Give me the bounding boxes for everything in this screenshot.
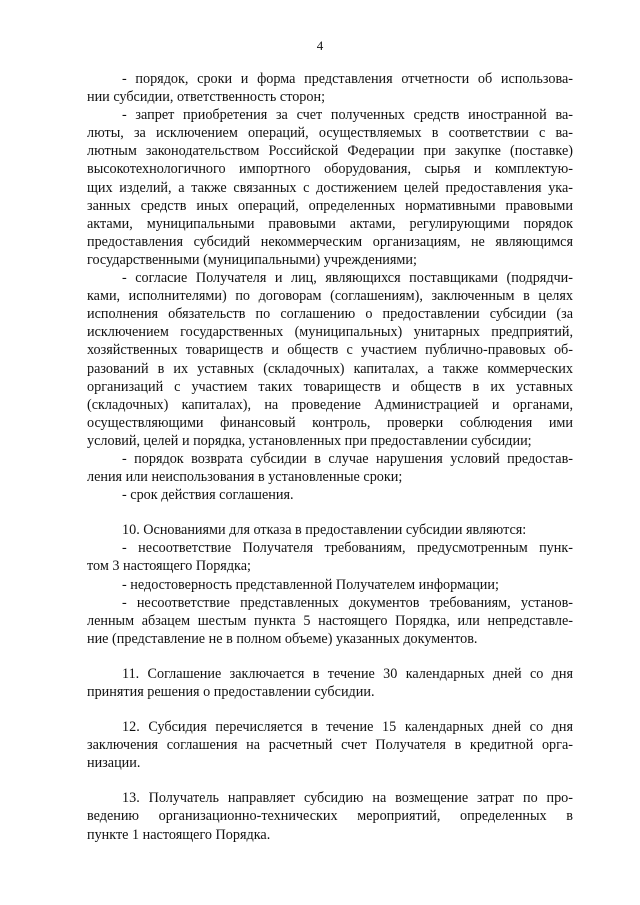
text-line: том 3 настоящего Порядка;: [87, 558, 251, 575]
text-line: ленным абзацем шестым пункта 5 настоящего Порядка, или непредставле-: [87, 612, 573, 629]
text-line: организаций с участием таких товариществ и обществ в их уставных: [87, 378, 573, 395]
paragraph: [87, 665, 573, 701]
text-line: 10. Основаниями для отказа в предоставлении субсидии являются:: [122, 522, 527, 539]
document-body: [87, 70, 573, 844]
text-line: исключением государственных (муниципальных) унитарных предприятий,: [87, 324, 573, 341]
text-line: люты, за исключением операций, осуществляемых в соответствии с ва-: [87, 125, 573, 142]
paragraph: [87, 450, 573, 486]
text-line: 13. Получатель направляет субсидию на возмещение затрат по про-: [122, 790, 573, 807]
text-line: 11. Соглашение заключается в течение 30 календарных дней со дня: [122, 665, 573, 682]
text-line: заключения соглашения на расчетный счет Получателя в кредитной орга-: [87, 737, 573, 754]
paragraph-spacer: [87, 648, 573, 665]
text-line: - запрет приобретения за счет полученных средств иностранной ва-: [122, 107, 573, 124]
text-line: пункте 1 настоящего Порядка.: [87, 826, 271, 843]
text-line: - порядок возврата субсидии в случае нарушения условий предостав-: [122, 450, 573, 467]
paragraph: [87, 539, 573, 575]
text-line: условий, целей и порядка, установленных при предоставлении субсидии;: [87, 432, 532, 449]
text-line: ние (представление не в полном объеме) указанных документов.: [87, 630, 478, 647]
paragraph: [87, 576, 573, 594]
text-line: исполнения обязательств по соглашению о предоставлении субсидии (за: [87, 306, 573, 323]
text-line: осуществляющими финансовый контроль, проверки соблюдения ими: [87, 414, 573, 431]
text-line: занных средств иных операций, определенных нормативными правовыми: [87, 197, 573, 214]
text-line: предоставления субсидий некоммерческим организациям, не являющимся: [87, 233, 573, 250]
paragraph-spacer: [87, 772, 573, 789]
text-line: - срок действия соглашения.: [122, 487, 294, 504]
paragraph: [87, 70, 573, 106]
text-line: - несоответствие Получателя требованиям, предусмотренным пунк-: [122, 540, 573, 557]
text-line: разований в их уставных (складочных) капиталах, а также коммерческих: [87, 360, 573, 377]
text-line: - недостоверность представленной Получателем информации;: [122, 576, 499, 593]
paragraph: [87, 521, 573, 539]
text-line: низации.: [87, 755, 141, 772]
text-line: высокотехнологичного импортного оборудования, сырья и комплектую-: [87, 161, 573, 178]
paragraph: [87, 718, 573, 772]
text-line: государственными (муниципальными) учреждениями;: [87, 251, 417, 268]
text-line: щих изделий, а также связанных с достижением целей предоставления ука-: [87, 179, 573, 196]
text-line: - согласие Получателя и лиц, являющихся поставщиками (подрядчи-: [122, 270, 573, 287]
text-line: (складочных) капиталах), на проведение Администрацией и органами,: [87, 396, 573, 413]
text-line: ками, исполнителями) по договорам (соглашениям), заключенным в целях: [87, 288, 573, 305]
text-line: ведению организационно-технических мероприятий, определенных в: [87, 808, 573, 825]
paragraph: [87, 594, 573, 648]
text-line: ления или неиспользования в установленные сроки;: [87, 469, 403, 486]
text-line: нии субсидии, ответственность сторон;: [87, 89, 326, 106]
page-number: 4: [316, 38, 324, 53]
paragraph: [87, 269, 573, 450]
paragraph-spacer: [87, 504, 573, 521]
text-line: актами, муниципальными правовыми актами, регулирующими порядок: [87, 215, 573, 232]
text-line: - порядок, сроки и форма представления отчетности об использова-: [122, 71, 573, 87]
text-line: лютным законодательством Российской Федерации при закупке (поставке): [87, 143, 573, 160]
text-line: принятия решения о предоставлении субсидии.: [87, 684, 375, 700]
paragraph-spacer: [87, 701, 573, 718]
text-line: хозяйственных товариществ и обществ с участием публично-правовых об-: [87, 342, 573, 359]
paragraph: [87, 789, 573, 843]
paragraph: [87, 106, 573, 269]
paragraph: [87, 486, 573, 504]
text-line: 12. Субсидия перечисляется в течение 15 календарных дней со дня: [122, 719, 573, 736]
text-line: - несоответствие представленных документов требованиям, установ-: [122, 594, 573, 611]
